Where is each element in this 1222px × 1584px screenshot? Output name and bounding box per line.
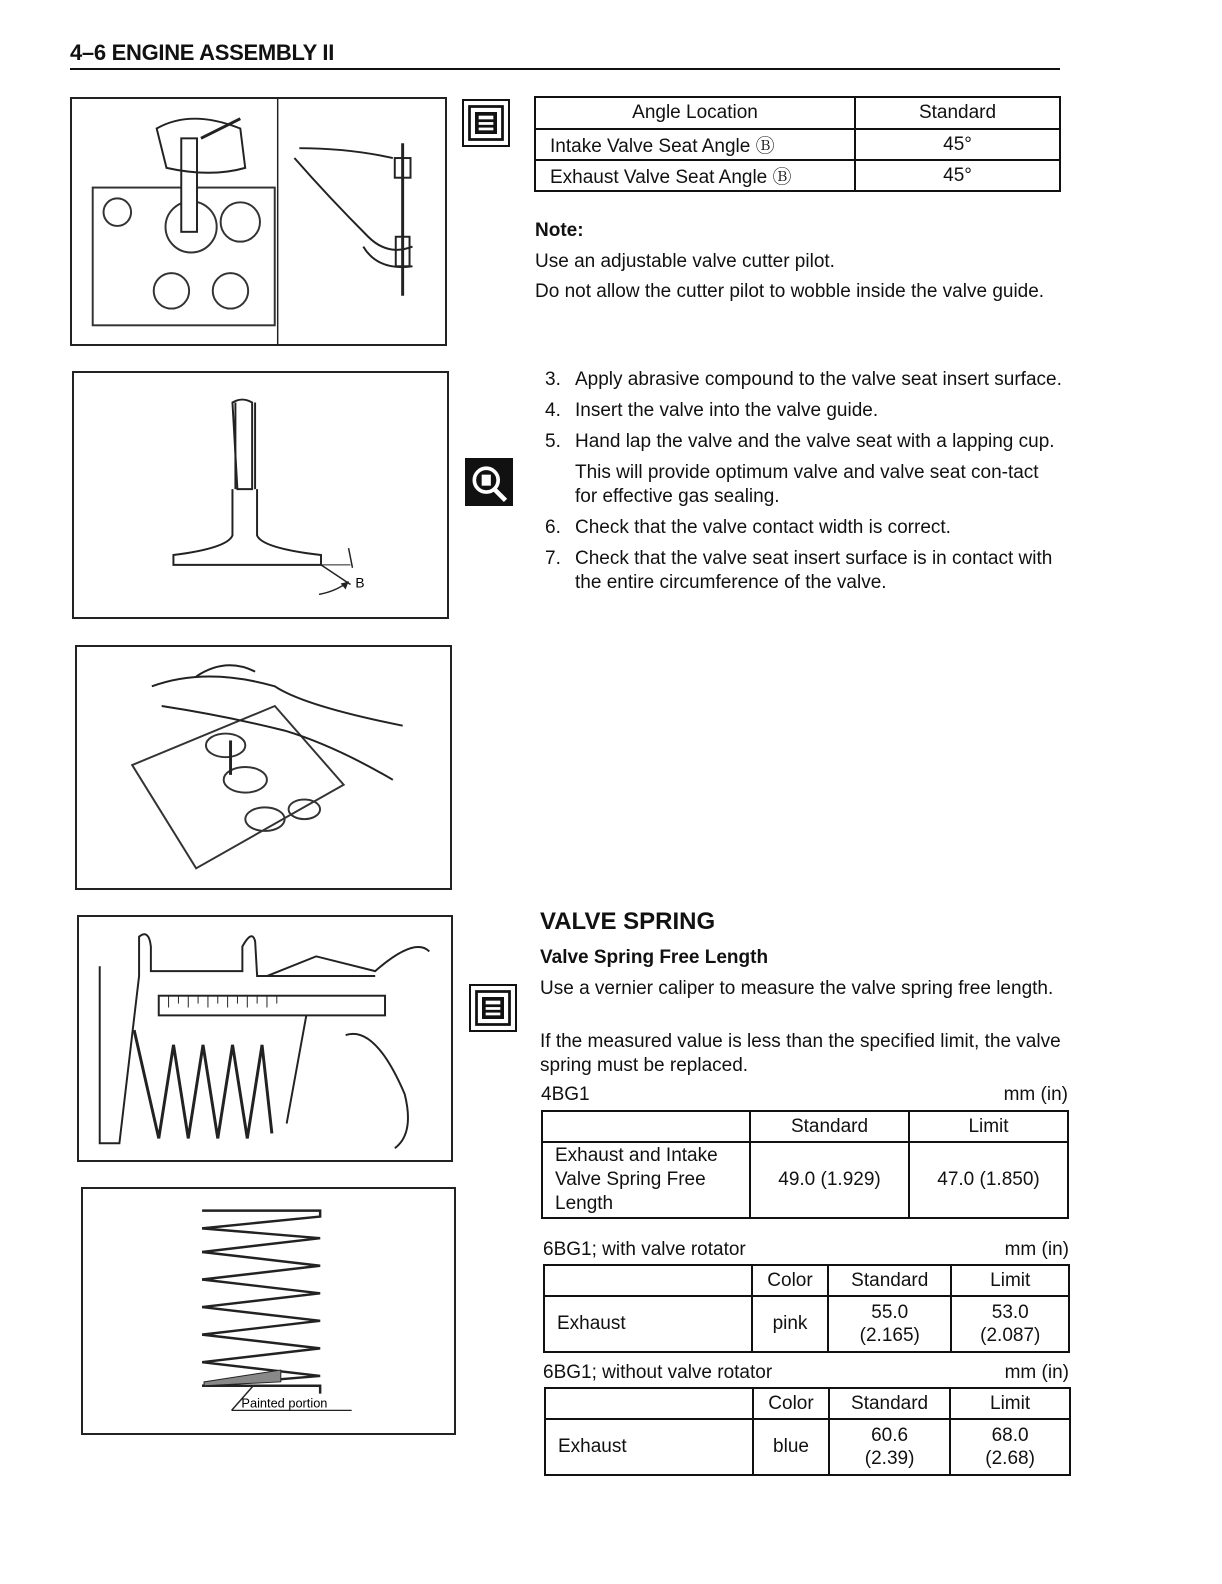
step-6: [535, 516, 1065, 540]
step-6-num: 6.: [545, 517, 561, 538]
figure-valve-seat-angle: [72, 371, 449, 619]
note-line-2: Do not allow the cutter pilot to wobble inside the valve guide.: [535, 281, 1045, 302]
step-3-text: Apply abrasive compound to the valve seat insert surface.: [575, 369, 1062, 390]
valve-illustration: [74, 373, 447, 617]
step-7-text: Check that the valve seat insert surface is in contact with the entire circumference of the valve.: [575, 548, 1053, 593]
table-4bg1: [541, 1110, 1069, 1219]
table-4bg1-row-limit: 47.0 (1.850): [909, 1142, 1068, 1218]
step-7-num: 7.: [545, 548, 561, 569]
step-4: [535, 399, 1065, 423]
caliper-illustration: [79, 917, 451, 1160]
note-heading: Note:: [535, 220, 584, 241]
page-header-title: 4–6 ENGINE ASSEMBLY II: [70, 40, 335, 65]
table-6bg1-rot-header-limit: Limit: [951, 1265, 1069, 1296]
seat-angle-exhaust-label: Exhaust Valve Seat Angle Ⓑ: [535, 160, 855, 191]
table-4bg1-row-standard: 49.0 (1.929): [750, 1142, 909, 1218]
header-rule: [70, 68, 1060, 70]
table-4bg1-header-blank: [542, 1111, 750, 1142]
painted-portion-label: Painted portion: [241, 1395, 328, 1411]
angle-label-b: B: [355, 575, 365, 591]
valve-cutter-illustration: [72, 99, 445, 344]
table-6bg1-norot-header-limit: Limit: [950, 1388, 1070, 1419]
step-5: [535, 430, 1065, 454]
spring-illustration: [83, 1189, 454, 1433]
table-6bg1-rot-row-color: pink: [752, 1296, 828, 1352]
seat-angle-exhaust-value: 45°: [855, 160, 1060, 191]
valve-spring-title: VALVE SPRING: [540, 908, 716, 935]
step-5-num: 5.: [545, 431, 561, 452]
step-3: [535, 368, 1065, 392]
table-6bg1-rot-unit: mm (in): [1004, 1239, 1069, 1260]
table-6bg1-norot-caption: 6BG1; without valve rotator: [543, 1362, 773, 1383]
table-6bg1-rot-row-label: Exhaust: [544, 1296, 752, 1352]
step-4-text: Insert the valve into the valve guide.: [575, 400, 879, 421]
lapping-illustration: [77, 647, 450, 888]
table-6bg1-norot-header-blank: [545, 1388, 753, 1419]
lapping-steps: [535, 368, 1065, 602]
table-6bg1-norot-unit: mm (in): [1004, 1362, 1069, 1383]
figure-hand-lapping: [75, 645, 452, 890]
table-6bg1-rot-header-standard: Standard: [828, 1265, 951, 1296]
note-line-1: Use an adjustable valve cutter pilot.: [535, 251, 835, 272]
table-6bg1-without-rotator: [544, 1387, 1071, 1476]
table-6bg1-norot-row-standard: 60.6 (2.39): [829, 1419, 950, 1475]
table-6bg1-rot-header-blank: [544, 1265, 752, 1296]
inspect-icon: [465, 458, 513, 506]
step-5-detail: [535, 461, 1065, 509]
specification-icon-2: [469, 984, 517, 1032]
valve-spring-para-1: Use a vernier caliper to measure the valve spring free length.: [540, 978, 1054, 999]
table-6bg1-norot-row-limit: 68.0 (2.68): [950, 1419, 1070, 1475]
valve-spring-subtitle: Valve Spring Free Length: [540, 947, 769, 968]
figure-valve-spring: [81, 1187, 456, 1435]
table-4bg1-unit: mm (in): [1003, 1084, 1068, 1105]
step-6-text: Check that the valve contact width is correct.: [575, 517, 951, 538]
table-6bg1-rot-row-limit: 53.0 (2.087): [951, 1296, 1069, 1352]
table-6bg1-rot-caption: 6BG1; with valve rotator: [543, 1239, 746, 1260]
figure-valve-cutter: [70, 97, 447, 346]
table-4bg1-caption-row: [541, 1084, 1068, 1106]
table-6bg1-rot-row-standard: 55.0 (2.165): [828, 1296, 951, 1352]
table-6bg1-with-rotator: [543, 1264, 1070, 1353]
seat-angle-intake-label: Intake Valve Seat Angle Ⓑ: [535, 129, 855, 160]
table-6bg1-rot-header-color: Color: [752, 1265, 828, 1296]
seat-angle-intake-value: 45°: [855, 129, 1060, 160]
specification-icon: [462, 99, 510, 147]
seat-angle-header-location: Angle Location: [535, 97, 855, 129]
step-3-num: 3.: [545, 369, 561, 390]
table-6bg1-norot-caption-row: [543, 1362, 1069, 1384]
seat-angle-table: [534, 96, 1061, 192]
step-4-num: 4.: [545, 400, 561, 421]
step-5-text: Hand lap the valve and the valve seat with a lapping cup.: [575, 431, 1055, 452]
table-6bg1-norot-row-label: Exhaust: [545, 1419, 753, 1475]
step-5-detail-text: This will provide optimum valve and valve seat con-tact for effective gas sealing.: [575, 462, 1039, 507]
seat-angle-header-standard: Standard: [855, 97, 1060, 129]
table-4bg1-row-label: Exhaust and Intake Valve Spring Free Length: [542, 1142, 750, 1218]
table-4bg1-caption: 4BG1: [541, 1084, 590, 1105]
table-6bg1-norot-header-color: Color: [753, 1388, 829, 1419]
table-4bg1-header-standard: Standard: [750, 1111, 909, 1142]
step-7: [535, 547, 1065, 595]
figure-vernier-caliper: [77, 915, 453, 1162]
table-6bg1-rot-caption-row: [543, 1239, 1069, 1261]
valve-spring-para-2: If the measured value is less than the specified limit, the valve spring must be replaced.: [540, 1031, 1061, 1076]
table-6bg1-norot-row-color: blue: [753, 1419, 829, 1475]
table-6bg1-norot-header-standard: Standard: [829, 1388, 950, 1419]
table-4bg1-header-limit: Limit: [909, 1111, 1068, 1142]
